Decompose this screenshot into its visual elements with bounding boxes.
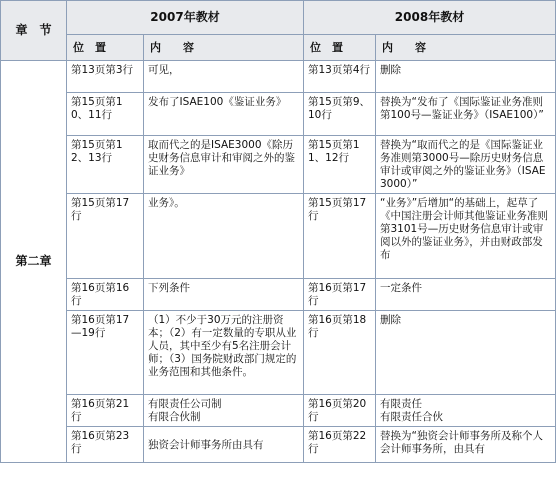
- table-row: [1, 311, 556, 395]
- content-2007: 取而代之的是ISAE3000《除历史财务信息审计和审阅之外的鉴证业务》: [144, 136, 304, 194]
- position-2008: 第15页第9、10行: [304, 93, 376, 136]
- header-content-2007: 内 容: [144, 35, 304, 61]
- position-2008: 第15页第17行: [304, 194, 376, 279]
- content-2008: “业务》”后增加“的基础上，起草了《中国注册会计师其他鉴证业务准则第3101号—历史财务信息审计或审阅以外的鉴证业务》，并由财政部发布: [376, 194, 556, 279]
- position-2007: 第16页第21行: [67, 395, 144, 427]
- table-row: [1, 427, 556, 463]
- content-2007: 可见，: [144, 61, 304, 93]
- header-position-2007: 位 置: [67, 35, 144, 61]
- table-row: [1, 194, 556, 279]
- position-2007: 第15页第17行: [67, 194, 144, 279]
- content-2008: 替换为“取而代之的是《国际鉴证业务准则第3000号—除历史财务信息审计或审阅之外的鉴证业务》（ISAE3000）”: [376, 136, 556, 194]
- header-position-2008: 位 置: [304, 35, 376, 61]
- header-row-columns: [1, 35, 556, 61]
- table-row: [1, 136, 556, 194]
- content-2008: 删除: [376, 61, 556, 93]
- chapter-cell: 第二章: [1, 61, 67, 463]
- content-2007: （1）不少于30万元的注册资本；（2）有一定数量的专职从业人员，其中至少有5名注册会计师；（3）国务院财政部门规定的业务范围和其他条件。: [144, 311, 304, 395]
- header-2007: 2007年教材: [67, 1, 304, 35]
- header-chapter: 章 节: [1, 1, 67, 61]
- content-2008: 替换为“发布了《国际鉴证业务准则第100号—鉴证业务》（ISAE100）”: [376, 93, 556, 136]
- position-2007: 第16页第23行: [67, 427, 144, 463]
- content-2008: 一定条件: [376, 279, 556, 311]
- position-2008: 第13页第4行: [304, 61, 376, 93]
- position-2007: 第16页第17—19行: [67, 311, 144, 395]
- position-2008: 第16页第17行: [304, 279, 376, 311]
- content-2007: 独资会计师事务所由具有: [144, 427, 304, 463]
- table-row: [1, 395, 556, 427]
- table-row: [1, 93, 556, 136]
- position-2008: 第15页第11、12行: [304, 136, 376, 194]
- position-2007: 第15页第10、11行: [67, 93, 144, 136]
- position-2007: 第13页第3行: [67, 61, 144, 93]
- content-2007: 下列条件: [144, 279, 304, 311]
- position-2007: 第16页第16行: [67, 279, 144, 311]
- content-2008: 删除: [376, 311, 556, 395]
- table-row: [1, 279, 556, 311]
- position-2008: 第16页第20行: [304, 395, 376, 427]
- position-2008: 第16页第18行: [304, 311, 376, 395]
- header-2008: 2008年教材: [304, 1, 556, 35]
- content-2007: 业务》。: [144, 194, 304, 279]
- content-2007: 有限责任公司制 有限合伙制: [144, 395, 304, 427]
- header-row-years: [1, 1, 556, 35]
- content-2008: 替换为“独资会计师事务所及称个人会计师事务所，由具有: [376, 427, 556, 463]
- table-row: [1, 61, 556, 93]
- position-2007: 第15页第12、13行: [67, 136, 144, 194]
- content-2008: 有限责任 有限责任合伙: [376, 395, 556, 427]
- content-2007: 发布了ISAE100《鉴证业务》: [144, 93, 304, 136]
- header-content-2008: 内 容: [376, 35, 556, 61]
- position-2008: 第16页第22行: [304, 427, 376, 463]
